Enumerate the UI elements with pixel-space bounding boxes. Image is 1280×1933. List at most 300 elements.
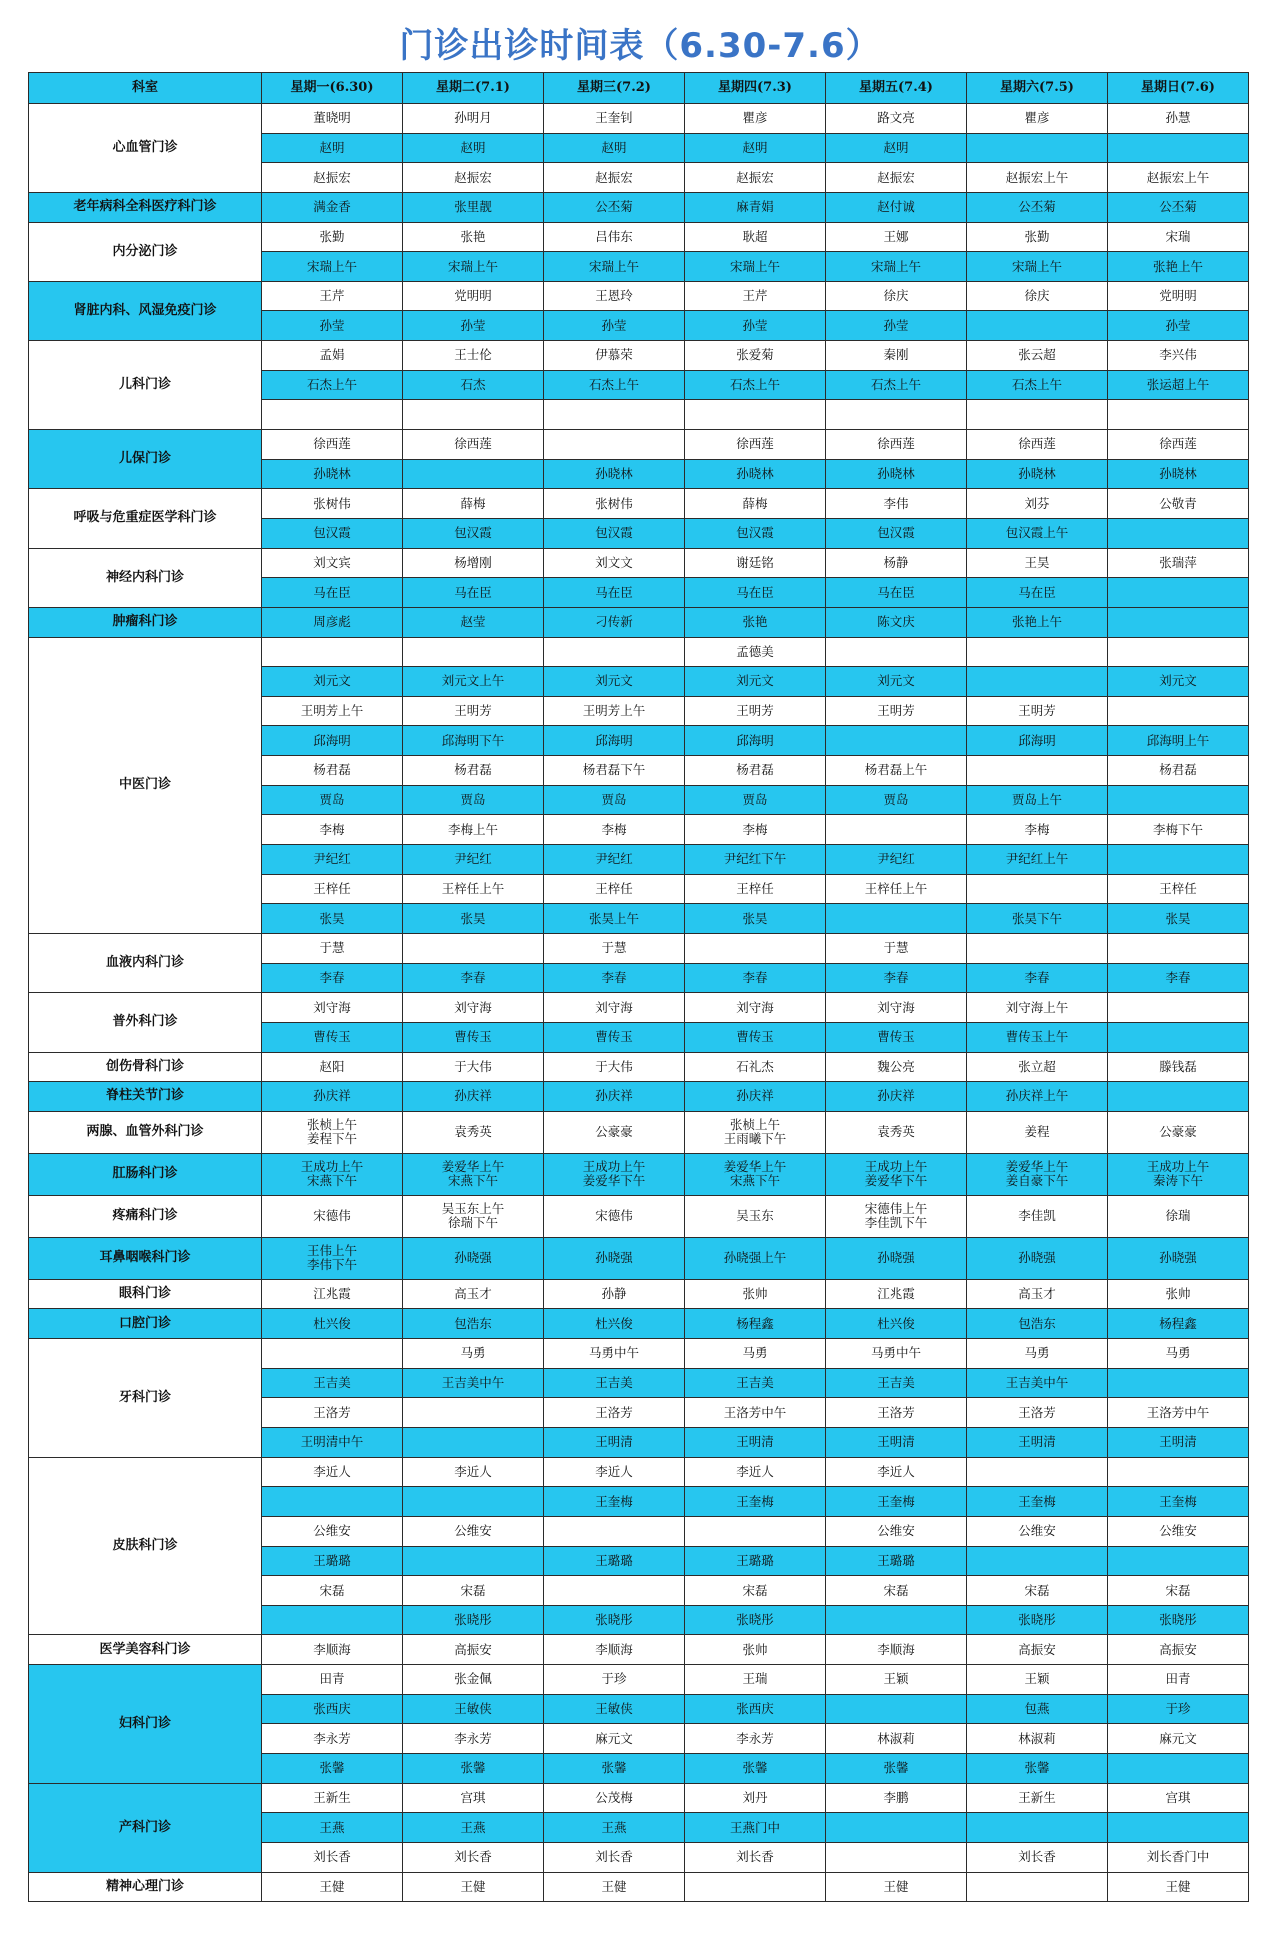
schedule-cell: 孙莹 [685, 311, 826, 341]
schedule-cell: 于慧 [544, 933, 685, 963]
schedule-cell: 孙明月 [403, 104, 544, 134]
schedule-cell: 张金佩 [403, 1665, 544, 1695]
schedule-cell [1108, 1457, 1249, 1487]
schedule-cell: 杜兴俊 [262, 1309, 403, 1339]
schedule-cell: 王奎梅 [544, 1487, 685, 1517]
header-sat: 星期六(7.5) [967, 73, 1108, 104]
schedule-cell: 于珍 [544, 1665, 685, 1695]
schedule-cell: 石杰上午 [685, 370, 826, 400]
schedule-cell: 赵振宏 [544, 163, 685, 193]
schedule-cell: 宋磊 [685, 1576, 826, 1606]
schedule-cell: 薛梅 [685, 489, 826, 519]
schedule-cell: 马勇中午 [826, 1339, 967, 1369]
schedule-cell: 王梓任上午 [826, 874, 967, 904]
schedule-cell [1108, 1082, 1249, 1112]
table-row [29, 1153, 1249, 1195]
schedule-cell: 王梓任 [685, 874, 826, 904]
table-row [29, 1457, 1249, 1487]
schedule-cell: 石杰上午 [262, 370, 403, 400]
schedule-cell: 孙晓林 [826, 459, 967, 489]
table-row [29, 1195, 1249, 1237]
table-row [29, 192, 1249, 222]
schedule-cell: 公维安 [262, 1516, 403, 1546]
schedule-cell: 王璐璐 [826, 1546, 967, 1576]
table-row [29, 430, 1249, 460]
schedule-cell: 李永芳 [685, 1724, 826, 1754]
schedule-cell: 杨君磊上午 [826, 756, 967, 786]
schedule-cell: 马在臣 [544, 578, 685, 608]
schedule-cell [1108, 1368, 1249, 1398]
schedule-cell: 张昊 [403, 904, 544, 934]
schedule-cell: 王奎梅 [826, 1487, 967, 1517]
schedule-cell: 石杰上午 [826, 370, 967, 400]
schedule-cell: 马勇 [1108, 1339, 1249, 1369]
schedule-cell: 王吉美 [544, 1368, 685, 1398]
schedule-cell: 王奎梅 [1108, 1487, 1249, 1517]
schedule-cell [1108, 1546, 1249, 1576]
schedule-cell: 张树伟 [544, 489, 685, 519]
schedule-cell: 邱海明 [262, 726, 403, 756]
schedule-cell: 孙晓林 [967, 459, 1108, 489]
schedule-cell: 薛梅 [403, 489, 544, 519]
schedule-cell: 贾岛 [403, 785, 544, 815]
schedule-cell: 赵振宏 [262, 163, 403, 193]
schedule-cell: 石礼杰 [685, 1052, 826, 1082]
schedule-cell: 王健 [544, 1872, 685, 1902]
table-row [29, 489, 1249, 519]
schedule-cell: 孙晓强上午 [685, 1237, 826, 1279]
schedule-cell: 王燕 [403, 1813, 544, 1843]
schedule-cell: 李梅 [262, 815, 403, 845]
schedule-cell: 刘元文上午 [403, 667, 544, 697]
schedule-cell [1108, 637, 1249, 667]
schedule-cell: 邱海明上午 [1108, 726, 1249, 756]
schedule-cell: 孙莹 [1108, 311, 1249, 341]
schedule-cell: 赵明 [262, 133, 403, 163]
schedule-cell: 徐西莲 [262, 430, 403, 460]
schedule-cell: 林淑莉 [826, 1724, 967, 1754]
schedule-cell: 赵明 [826, 133, 967, 163]
schedule-cell: 王娜 [826, 222, 967, 252]
schedule-cell [1108, 933, 1249, 963]
schedule-cell: 张馨 [826, 1754, 967, 1784]
table-row [29, 1111, 1249, 1153]
schedule-cell: 高振安 [403, 1635, 544, 1665]
schedule-cell: 徐西莲 [1108, 430, 1249, 460]
schedule-cell: 张昊下午 [967, 904, 1108, 934]
schedule-cell [1108, 845, 1249, 875]
schedule-cell: 王梓任 [262, 874, 403, 904]
schedule-cell: 张馨 [544, 1754, 685, 1784]
schedule-cell: 张帅 [685, 1635, 826, 1665]
schedule-cell: 张里靓 [403, 192, 544, 222]
schedule-cell: 包汉霞 [685, 518, 826, 548]
schedule-cell: 李顺海 [826, 1635, 967, 1665]
schedule-cell: 李鹏 [826, 1783, 967, 1813]
schedule-cell: 马勇中午 [544, 1339, 685, 1369]
schedule-cell: 尹纪红下午 [685, 845, 826, 875]
schedule-cell: 王芹 [262, 281, 403, 311]
schedule-cell [544, 430, 685, 460]
schedule-cell: 刘守海 [544, 993, 685, 1023]
table-row [29, 1309, 1249, 1339]
schedule-cell: 王新生 [967, 1783, 1108, 1813]
schedule-cell: 马在臣 [826, 578, 967, 608]
schedule-cell: 李兴伟 [1108, 341, 1249, 371]
schedule-cell: 伊慕荣 [544, 341, 685, 371]
schedule-cell: 王士伦 [403, 341, 544, 371]
schedule-cell: 王成功上午 姜爱华下午 [544, 1153, 685, 1195]
schedule-cell: 刘长香门中 [1108, 1842, 1249, 1872]
schedule-cell: 宋磊 [403, 1576, 544, 1606]
schedule-cell: 王健 [1108, 1872, 1249, 1902]
schedule-cell: 王颖 [967, 1665, 1108, 1695]
schedule-cell [967, 637, 1108, 667]
department-name: 疼痛科门诊 [29, 1195, 262, 1237]
schedule-cell: 王奎梅 [967, 1487, 1108, 1517]
department-name: 耳鼻咽喉科门诊 [29, 1237, 262, 1279]
schedule-cell: 孙晓林 [262, 459, 403, 489]
schedule-cell [826, 815, 967, 845]
department-name: 心血管门诊 [29, 104, 262, 193]
schedule-cell: 包汉霞 [544, 518, 685, 548]
schedule-cell: 曹传玉 [826, 1022, 967, 1052]
schedule-cell [403, 637, 544, 667]
schedule-cell: 公豪豪 [1108, 1111, 1249, 1153]
schedule-cell: 王燕 [262, 1813, 403, 1843]
table-row [29, 1339, 1249, 1369]
schedule-cell [262, 400, 403, 430]
schedule-cell: 刘长香 [967, 1842, 1108, 1872]
department-name: 精神心理门诊 [29, 1872, 262, 1902]
schedule-cell: 李伟 [826, 489, 967, 519]
header-mon: 星期一(6.30) [262, 73, 403, 104]
schedule-cell: 孙庆祥 [826, 1082, 967, 1112]
schedule-cell: 宫琪 [1108, 1783, 1249, 1813]
schedule-cell: 包汉霞上午 [967, 518, 1108, 548]
schedule-cell: 李春 [262, 963, 403, 993]
department-name: 脊柱关节门诊 [29, 1082, 262, 1112]
table-row [29, 1237, 1249, 1279]
schedule-cell: 张艳上午 [1108, 252, 1249, 282]
schedule-cell: 公维安 [967, 1516, 1108, 1546]
department-name: 儿保门诊 [29, 430, 262, 489]
schedule-cell: 包汉霞 [262, 518, 403, 548]
schedule-cell: 赵振宏 [403, 163, 544, 193]
schedule-cell: 公丕菊 [1108, 192, 1249, 222]
schedule-cell: 王成功上午 宋燕下午 [262, 1153, 403, 1195]
schedule-cell: 孙晓强 [544, 1237, 685, 1279]
schedule-cell: 刁传新 [544, 607, 685, 637]
schedule-cell: 赵明 [685, 133, 826, 163]
department-name: 中医门诊 [29, 637, 262, 933]
schedule-cell: 王梓任上午 [403, 874, 544, 904]
schedule-cell: 王伟上午 李伟下午 [262, 1237, 403, 1279]
schedule-cell: 杨静 [826, 548, 967, 578]
schedule-cell: 杨君磊 [403, 756, 544, 786]
schedule-cell: 徐西莲 [967, 430, 1108, 460]
schedule-cell: 孟德美 [685, 637, 826, 667]
schedule-cell: 贾岛上午 [967, 785, 1108, 815]
schedule-cell: 董晓明 [262, 104, 403, 134]
schedule-cell: 高振安 [1108, 1635, 1249, 1665]
table-row [29, 1783, 1249, 1813]
department-name: 牙科门诊 [29, 1339, 262, 1458]
table-row [29, 104, 1249, 134]
table-row [29, 607, 1249, 637]
schedule-cell: 王健 [403, 1872, 544, 1902]
schedule-cell: 高玉才 [403, 1279, 544, 1309]
schedule-cell: 孙莹 [544, 311, 685, 341]
schedule-cell: 张艳 [685, 607, 826, 637]
schedule-cell: 孙莹 [403, 311, 544, 341]
department-name: 儿科门诊 [29, 341, 262, 430]
schedule-cell: 麻青娟 [685, 192, 826, 222]
schedule-cell: 张运超上午 [1108, 370, 1249, 400]
schedule-cell: 贾岛 [544, 785, 685, 815]
schedule-cell: 包燕 [967, 1694, 1108, 1724]
schedule-cell [1108, 1813, 1249, 1843]
schedule-cell: 王恩玲 [544, 281, 685, 311]
schedule-cell: 赵莹 [403, 607, 544, 637]
schedule-cell: 孙晓强 [826, 1237, 967, 1279]
schedule-cell [967, 400, 1108, 430]
schedule-cell: 公茂梅 [544, 1783, 685, 1813]
table-row [29, 1052, 1249, 1082]
schedule-cell: 王吉美 [685, 1368, 826, 1398]
schedule-cell: 杨程鑫 [1108, 1309, 1249, 1339]
schedule-cell: 张昊 [1108, 904, 1249, 934]
schedule-cell: 邱海明下午 [403, 726, 544, 756]
schedule-cell: 张馨 [403, 1754, 544, 1784]
schedule-cell: 王明芳上午 [544, 696, 685, 726]
schedule-cell: 孙慧 [1108, 104, 1249, 134]
schedule-cell: 王瑞 [685, 1665, 826, 1695]
table-row [29, 993, 1249, 1023]
schedule-cell: 邱海明 [544, 726, 685, 756]
schedule-cell: 李春 [826, 963, 967, 993]
schedule-cell: 王洛芳中午 [1108, 1398, 1249, 1428]
schedule-cell [1108, 518, 1249, 548]
department-name: 老年病科全科医疗科门诊 [29, 192, 262, 222]
schedule-cell: 刘长香 [262, 1842, 403, 1872]
schedule-cell: 孙庆祥上午 [967, 1082, 1108, 1112]
schedule-cell: 王健 [262, 1872, 403, 1902]
schedule-cell: 赵振宏上午 [1108, 163, 1249, 193]
schedule-cell: 王吉美中午 [403, 1368, 544, 1398]
schedule-cell: 李春 [403, 963, 544, 993]
schedule-cell: 麻元文 [1108, 1724, 1249, 1754]
schedule-cell [967, 133, 1108, 163]
schedule-cell: 孙庆祥 [685, 1082, 826, 1112]
schedule-cell: 石杰 [403, 370, 544, 400]
schedule-cell: 徐庆 [826, 281, 967, 311]
schedule-cell [685, 933, 826, 963]
schedule-table [28, 72, 1249, 1902]
department-name: 肛肠科门诊 [29, 1153, 262, 1195]
schedule-cell: 孙莹 [262, 311, 403, 341]
schedule-cell: 王明芳上午 [262, 696, 403, 726]
schedule-cell: 刘长香 [403, 1842, 544, 1872]
schedule-cell: 孙晓林 [544, 459, 685, 489]
schedule-cell: 孙晓强 [967, 1237, 1108, 1279]
schedule-cell: 公维安 [1108, 1516, 1249, 1546]
schedule-cell: 张桢上午 姜程下午 [262, 1111, 403, 1153]
schedule-cell: 江兆霞 [826, 1279, 967, 1309]
table-row [29, 1082, 1249, 1112]
schedule-cell: 张立超 [967, 1052, 1108, 1082]
schedule-cell: 徐西莲 [685, 430, 826, 460]
schedule-cell: 孙晓强 [1108, 1237, 1249, 1279]
schedule-cell [967, 756, 1108, 786]
schedule-cell: 李梅 [685, 815, 826, 845]
schedule-cell: 王吉美中午 [967, 1368, 1108, 1398]
schedule-cell [544, 1516, 685, 1546]
schedule-cell [826, 1842, 967, 1872]
schedule-cell: 宫琪 [403, 1783, 544, 1813]
schedule-cell: 王明芳 [685, 696, 826, 726]
schedule-cell: 李春 [1108, 963, 1249, 993]
schedule-cell: 曹传玉 [685, 1022, 826, 1052]
schedule-cell: 吕伟东 [544, 222, 685, 252]
schedule-cell: 徐西莲 [403, 430, 544, 460]
department-name: 神经内科门诊 [29, 548, 262, 607]
schedule-cell: 满金香 [262, 192, 403, 222]
schedule-cell: 张艳上午 [967, 607, 1108, 637]
table-row [29, 637, 1249, 667]
schedule-cell: 田青 [1108, 1665, 1249, 1695]
header-row [29, 73, 1249, 104]
schedule-cell: 刘守海 [826, 993, 967, 1023]
schedule-cell: 于珍 [1108, 1694, 1249, 1724]
schedule-cell [403, 459, 544, 489]
schedule-cell [544, 400, 685, 430]
schedule-cell: 曹传玉 [262, 1022, 403, 1052]
schedule-cell: 刘元文 [685, 667, 826, 697]
department-name: 肿瘤科门诊 [29, 607, 262, 637]
department-name: 口腔门诊 [29, 1309, 262, 1339]
schedule-cell: 包浩东 [403, 1309, 544, 1339]
schedule-cell: 邱海明 [685, 726, 826, 756]
department-name: 眼科门诊 [29, 1279, 262, 1309]
schedule-cell: 李近人 [826, 1457, 967, 1487]
schedule-cell: 曹传玉 [544, 1022, 685, 1052]
schedule-cell: 党明明 [1108, 281, 1249, 311]
schedule-cell [826, 1694, 967, 1724]
schedule-cell [403, 400, 544, 430]
schedule-cell: 张西庆 [262, 1694, 403, 1724]
schedule-cell: 马勇 [403, 1339, 544, 1369]
schedule-cell [1108, 785, 1249, 815]
schedule-cell: 王明清 [826, 1427, 967, 1457]
header-tue: 星期二(7.1) [403, 73, 544, 104]
schedule-cell [967, 1546, 1108, 1576]
schedule-cell: 杨增刚 [403, 548, 544, 578]
schedule-cell: 张馨 [262, 1754, 403, 1784]
schedule-cell: 赵振宏 [685, 163, 826, 193]
schedule-cell: 孙晓强 [403, 1237, 544, 1279]
header-thu: 星期四(7.3) [685, 73, 826, 104]
schedule-cell [1108, 400, 1249, 430]
schedule-cell: 张馨 [685, 1754, 826, 1784]
schedule-cell: 李梅 [544, 815, 685, 845]
schedule-cell: 王明芳 [826, 696, 967, 726]
schedule-cell: 宋瑞上午 [262, 252, 403, 282]
schedule-cell [826, 637, 967, 667]
schedule-cell: 王璐璐 [685, 1546, 826, 1576]
schedule-cell: 刘元文 [262, 667, 403, 697]
schedule-cell: 王健 [826, 1872, 967, 1902]
schedule-cell: 马在臣 [967, 578, 1108, 608]
schedule-cell: 公维安 [403, 1516, 544, 1546]
schedule-cell [262, 1339, 403, 1369]
schedule-cell [1108, 696, 1249, 726]
schedule-cell: 贾岛 [685, 785, 826, 815]
schedule-cell: 王敏侠 [544, 1694, 685, 1724]
header-fri: 星期五(7.4) [826, 73, 967, 104]
schedule-cell: 马勇 [685, 1339, 826, 1369]
table-row [29, 281, 1249, 311]
schedule-cell: 于慧 [262, 933, 403, 963]
schedule-cell: 王奎钊 [544, 104, 685, 134]
department-name: 医学美容科门诊 [29, 1635, 262, 1665]
schedule-cell [1108, 1022, 1249, 1052]
schedule-cell: 王敏侠 [403, 1694, 544, 1724]
schedule-cell: 于慧 [826, 933, 967, 963]
schedule-cell: 刘元文 [826, 667, 967, 697]
schedule-cell [967, 1457, 1108, 1487]
schedule-cell [967, 667, 1108, 697]
department-name: 产科门诊 [29, 1783, 262, 1872]
schedule-cell: 张帅 [1108, 1279, 1249, 1309]
schedule-cell: 李近人 [262, 1457, 403, 1487]
schedule-cell: 王明清中午 [262, 1427, 403, 1457]
schedule-cell: 杨程鑫 [685, 1309, 826, 1339]
schedule-cell: 张艳 [403, 222, 544, 252]
schedule-cell: 王明芳 [403, 696, 544, 726]
schedule-cell: 李春 [544, 963, 685, 993]
schedule-cell: 吴玉东上午 徐瑞下午 [403, 1195, 544, 1237]
schedule-cell: 张晓彤 [1108, 1605, 1249, 1635]
schedule-cell: 张勤 [967, 222, 1108, 252]
schedule-cell: 杨君磊下午 [544, 756, 685, 786]
schedule-cell: 张瑞萍 [1108, 548, 1249, 578]
schedule-cell: 刘元文 [544, 667, 685, 697]
schedule-cell: 赵振宏 [826, 163, 967, 193]
schedule-cell: 张昊 [685, 904, 826, 934]
department-name: 皮肤科门诊 [29, 1457, 262, 1635]
schedule-cell: 李春 [967, 963, 1108, 993]
schedule-cell: 党明明 [403, 281, 544, 311]
schedule-cell: 李佳凯 [967, 1195, 1108, 1237]
schedule-cell [967, 1813, 1108, 1843]
schedule-cell [967, 311, 1108, 341]
schedule-cell: 赵明 [403, 133, 544, 163]
table-row [29, 1872, 1249, 1902]
schedule-cell: 马勇 [967, 1339, 1108, 1369]
schedule-cell: 公丕菊 [967, 192, 1108, 222]
schedule-cell: 高玉才 [967, 1279, 1108, 1309]
table-row [29, 1279, 1249, 1309]
schedule-cell: 王颖 [826, 1665, 967, 1695]
schedule-cell: 秦刚 [826, 341, 967, 371]
schedule-cell: 瞿彦 [967, 104, 1108, 134]
schedule-cell: 宋瑞上午 [826, 252, 967, 282]
schedule-cell: 孙庆祥 [403, 1082, 544, 1112]
schedule-cell: 张昊 [262, 904, 403, 934]
schedule-cell: 马在臣 [685, 578, 826, 608]
schedule-cell: 张爱菊 [685, 341, 826, 371]
